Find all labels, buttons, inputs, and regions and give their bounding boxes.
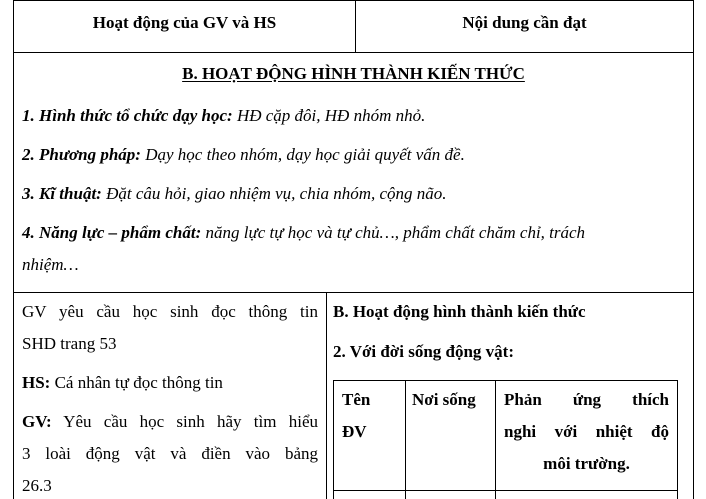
item-3-text: Đặt câu hỏi, giao nhiệm vụ, chia nhóm, cộng não. [101, 184, 447, 203]
left-p3-line1 [22, 412, 318, 432]
item-1-text: HĐ cặp đôi, HĐ nhóm nhỏ. [232, 106, 426, 125]
table-border-right [693, 0, 694, 499]
inner-header-name-line2: ĐV [342, 422, 367, 441]
item-4-label: 4. Năng lực – phẩm chất: [22, 223, 202, 242]
inner-table-header-bottom [333, 490, 678, 491]
header-divider [13, 52, 694, 53]
inner-table-col-divider-2 [495, 380, 496, 499]
item-3 [22, 184, 447, 204]
inner-header-response-line1: Phản ứng thích [504, 390, 669, 409]
inner-table-left [333, 380, 334, 499]
header-col-right: Nội dung cần đạt [462, 13, 587, 32]
item-2 [22, 145, 465, 165]
column-divider-body [326, 292, 327, 499]
left-p3-label: GV: [22, 412, 52, 431]
section-divider [13, 292, 694, 293]
left-p3-line1-text: Yêu cầu học sinh hãy tìm hiểu [51, 412, 318, 431]
left-p1-line1: GV yêu cầu học sinh đọc thông tin [22, 302, 318, 321]
inner-header-habitat: Nơi sống [412, 390, 476, 409]
left-p1-line2: SHD trang 53 [22, 334, 117, 353]
left-p3-line3: 26.3 [22, 476, 52, 495]
inner-table-right [677, 380, 678, 499]
left-p2 [22, 373, 223, 393]
section-b-title: B. HOẠT ĐỘNG HÌNH THÀNH KIẾN THỨC [182, 64, 525, 83]
left-p2-label: HS: [22, 373, 51, 392]
item-2-text: Dạy học theo nhóm, dạy học giải quyết vấn đề. [140, 145, 465, 164]
right-subheading: 2. Với đời sống động vật: [333, 342, 514, 361]
item-3-label: 3. Kĩ thuật: [22, 184, 102, 203]
item-2-label: 2. Phương pháp: [22, 145, 141, 164]
right-heading: B. Hoạt động hình thành kiến thức [333, 302, 586, 321]
left-p3-line2: 3 loài động vật và điền vào bảng [22, 444, 318, 463]
left-p2-text: Cá nhân tự đọc thông tin [50, 373, 223, 392]
item-1-label: 1. Hình thức tổ chức dạy học: [22, 106, 233, 125]
item-4-text: năng lực tự học và tự chủ…, phẩm chất chăm chỉ, trách [201, 223, 586, 242]
item-1 [22, 106, 425, 126]
inner-header-name-line1: Tên [342, 390, 371, 409]
inner-table-top [333, 380, 678, 381]
item-4-continuation: nhiệm… [22, 255, 79, 274]
table-border-top [13, 0, 694, 1]
item-4 [22, 223, 585, 243]
inner-header-response-line3: môi trường. [543, 454, 630, 473]
inner-table-col-divider-1 [405, 380, 406, 499]
header-col-left: Hoạt động của GV và HS [92, 13, 277, 32]
inner-header-response-line2: nghi với nhiệt độ [504, 422, 669, 441]
